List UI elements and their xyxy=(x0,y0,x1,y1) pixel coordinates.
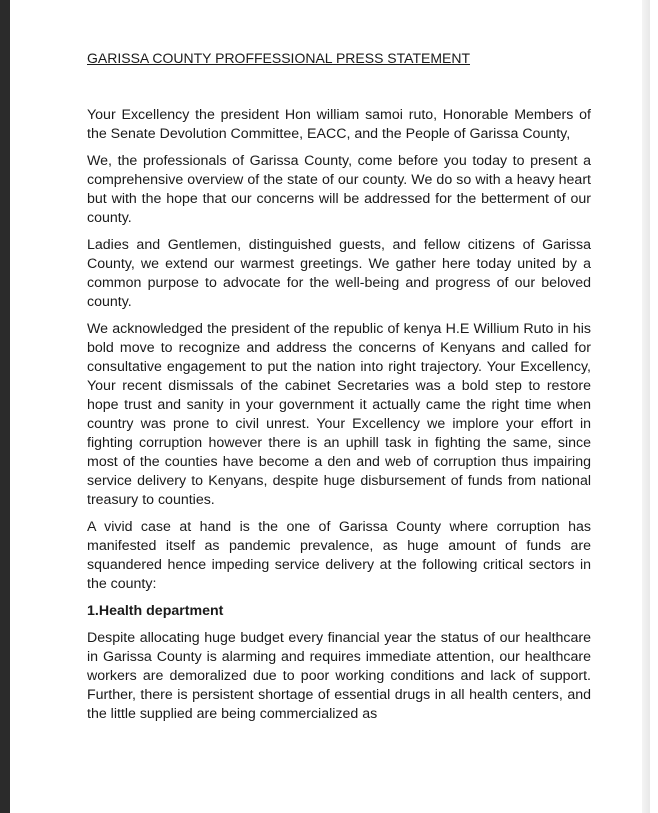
viewer-left-border xyxy=(0,0,10,813)
paragraph-overview: We, the professionals of Garissa County, come before you today to present a comprehensive overview of the state of our county. We do so with a heavy heart but with the hope that our concerns will be addressed for the betterment of our county. xyxy=(87,153,591,226)
paragraph-acknowledgement: We acknowledged the president of the republic of kenya H.E Willium Ruto in his bold move to recognize and address the concerns of Kenyans and called for consultative engagement to put the nation into right trajectory. Your Excellency, Your recent dismissals of the cabinet Secretaries was a bold step to restore hope trust and sanity in your government it actually came the right time when country was prone to civil unrest. Your Excellency we implore your effort in fighting corruption however there is an uphill task in fighting the same, since most of the counties have become a den and web of corruption thus impairing service delivery to Kenyans, despite huge disbursement of funds from national treasury to counties. xyxy=(87,321,591,508)
page-shadow-edge xyxy=(642,0,650,813)
document-body xyxy=(87,49,591,732)
document-page xyxy=(10,0,650,813)
paragraph-garissa-case: A vivid case at hand is the one of Garissa County where corruption has manifested itself as pandemic prevalence, as huge amount of funds are squandered hence impeding service delivery at the following critical sectors in the county: xyxy=(87,519,591,592)
section-heading-health: 1.Health department xyxy=(87,603,224,619)
document-title: GARISSA COUNTY PROFFESSIONAL PRESS STATEMENT xyxy=(87,50,470,66)
paragraph-health: Despite allocating huge budget every financial year the status of our healthcare in Garissa County is alarming and requires immediate attention, our healthcare workers are demoralized due to poor working conditions and lack of support. Further, there is persistent shortage of essential drugs in all health centers, and the little supplied are being commercialized as xyxy=(87,630,591,722)
paragraph-salutation: Your Excellency the president Hon william samoi ruto, Honorable Members of the Senate Devolution Committee, EACC, and the People of Garissa County, xyxy=(87,107,591,142)
paragraph-greetings: Ladies and Gentlemen, distinguished guests, and fellow citizens of Garissa County, we extend our warmest greetings. We gather here today united by a common purpose to advocate for the well-being and progress of our beloved county. xyxy=(87,237,591,310)
